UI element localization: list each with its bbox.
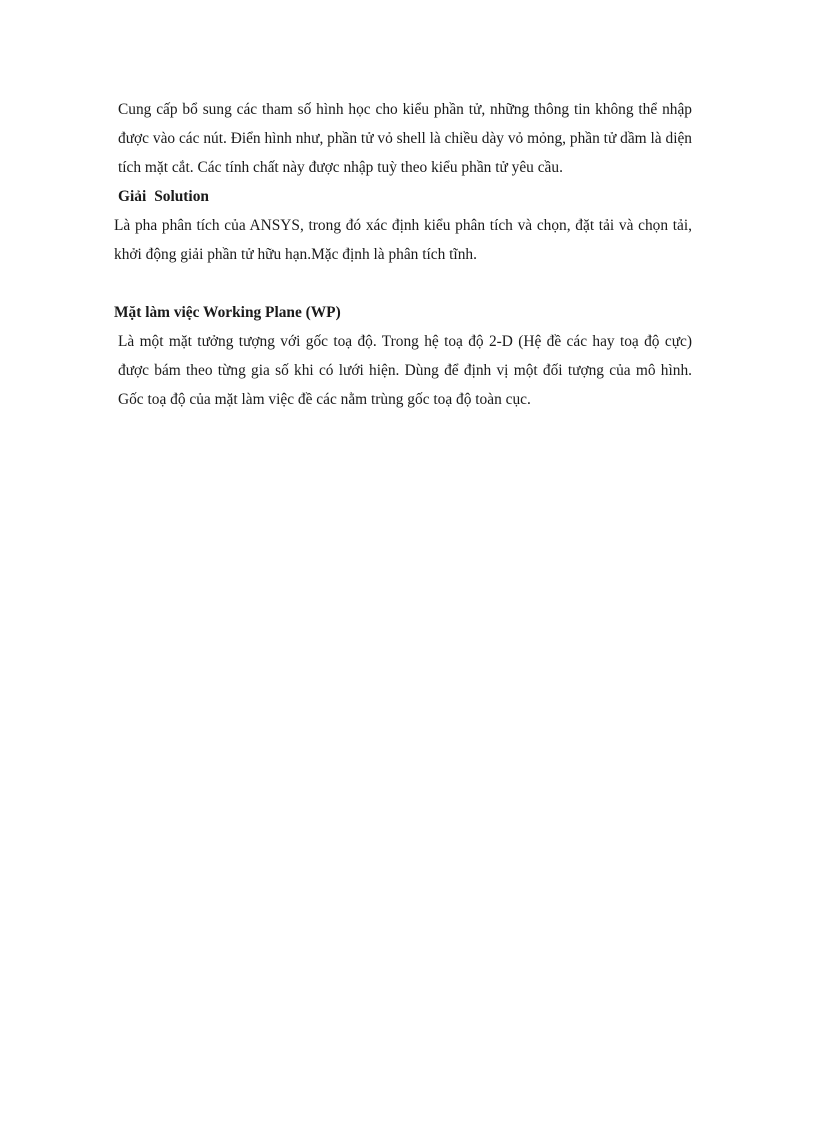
paragraph-solution: Là pha phân tích của ANSYS, trong đó xác định kiểu phân tích và chọn, đặt tải và chọn tải, khởi động giải phần tử hữu hạn.Mặc định là phân tích tĩnh. — [114, 217, 692, 263]
heading-solution-vi: Giải — [118, 188, 147, 205]
heading-solution-en: Solution — [154, 188, 209, 205]
document-body — [114, 95, 692, 414]
paragraph-spacer — [114, 269, 692, 298]
paragraph-working-plane: Là một mặt tưởng tượng với gốc toạ độ. Trong hệ toạ độ 2-D (Hệ đề các hay toạ độ cực) được bám theo từng gia số khi có lưới hiện. Dùng để định vị một đối tượng của mô hình. Gốc toạ độ của mặt làm việc đề các nằm trùng gốc toạ độ toàn cục. — [118, 333, 692, 408]
paragraph-element-properties: Cung cấp bổ sung các tham số hình học cho kiểu phần tử, những thông tin không thể nhập được vào các nút. Điển hình như, phần tử vỏ shell là chiều dày vỏ mỏng, phần tử dầm là diện tích mặt cắt. Các tính chất này được nhập tuỳ theo kiểu phần tử yêu cầu. — [118, 101, 692, 176]
heading-working-plane: Mặt làm việc Working Plane (WP) — [114, 304, 341, 321]
heading-solution — [114, 182, 692, 211]
